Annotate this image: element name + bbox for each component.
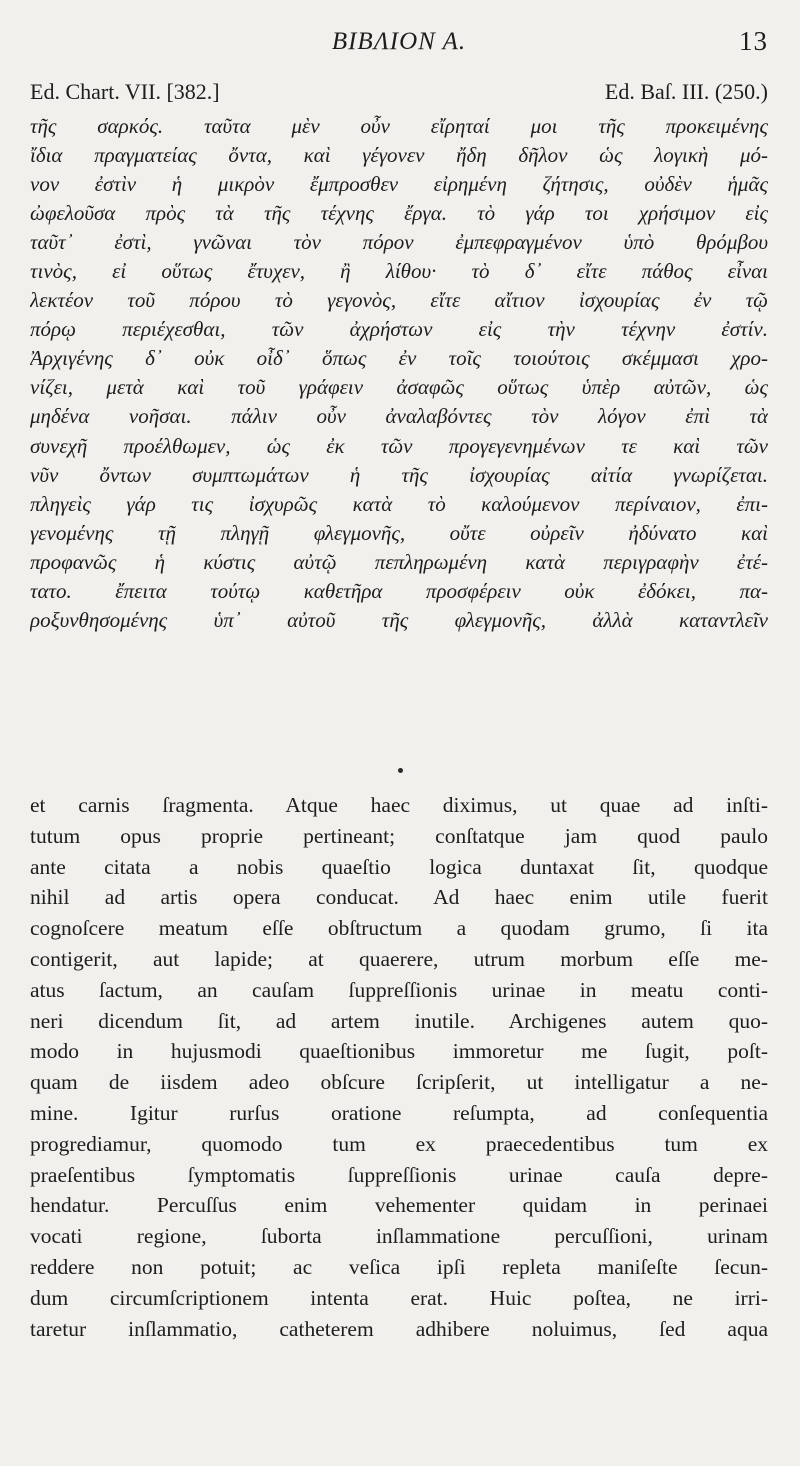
running-title: ΒΙΒΛΙΟΝ Α. bbox=[331, 28, 467, 55]
greek-text-line: νον ἐστὶν ἡ μικρὸν ἔμπροσθεν εἰρημένη ζήτησις, οὐδὲν ἡμᾶς bbox=[30, 172, 768, 197]
latin-text-line: hendatur. Percuſſus enim vehementer quidam in perinaei bbox=[30, 1193, 768, 1218]
latin-text-line: taretur inſlammatio, catheterem adhibere noluimus, ſed aqua bbox=[30, 1316, 768, 1341]
greek-text-line: νίζει, μετὰ καὶ τοῦ γράφειν ἀσαφῶς οὕτως ὑπὲρ αὐτῶν, ὡς bbox=[30, 375, 768, 400]
greek-text-line: τατο. ἔπειτα τούτῳ καθετῆρα προσφέρειν οὐκ ἐδόκει, πα- bbox=[30, 578, 768, 603]
latin-text-line: cognoſcere meatum eſſe obſtructum a quodam grumo, ſi ita bbox=[30, 916, 768, 941]
latin-text-line: vocati regione, ſuborta inſlammatione percuſſioni, urinam bbox=[30, 1224, 768, 1249]
latin-text-block bbox=[30, 790, 768, 1344]
greek-text-line: τινὸς, εἰ οὕτως ἔτυχεν, ἢ λίθου· τὸ δ᾽ εἴτε πάθος εἶναι bbox=[30, 259, 768, 284]
greek-text-line: λεκτέον τοῦ πόρου τὸ γεγονὸς, εἴτε αἴτιον ἰσχουρίας ἐν τῷ bbox=[30, 288, 768, 313]
latin-text-line: progrediamur, quomodo tum ex praecedentibus tum ex bbox=[30, 1131, 768, 1156]
greek-text-line: συνεχῆ προέλθωμεν, ὡς ἐκ τῶν προγεγενημένων τε καὶ τῶν bbox=[30, 433, 768, 458]
edition-reference-line bbox=[30, 79, 768, 109]
greek-text-line: γενομένης τῇ πληγῇ φλεγμονῆς, οὔτε οὐρεῖν ἠδύνατο καὶ bbox=[30, 520, 768, 545]
greek-text-block bbox=[30, 112, 768, 635]
greek-text-line: Ἀρχιγένης δ᾽ οὐκ οἶδ᾽ ὅπως ἐν τοῖς τοιούτοις σκέμμασι χρο- bbox=[30, 346, 768, 371]
latin-text-line: modo in hujusmodi quaeſtionibus immoretur me ſugit, poſt- bbox=[30, 1039, 768, 1064]
latin-text-line: quam de iisdem adeo obſcure ſcripſerit, ut intelligatur a ne- bbox=[30, 1070, 768, 1095]
page-number: 13 bbox=[739, 26, 768, 56]
greek-text-line: ἴδια πραγματείας ὄντα, καὶ γέγονεν ἤδη δῆλον ὡς λογικὴ μό- bbox=[30, 143, 768, 168]
latin-text-line: et carnis ſragmenta. Atque haec diximus, ut quae ad inſti- bbox=[30, 793, 768, 817]
greek-text-line: νῦν ὄντων συμπτωμάτων ἡ τῆς ἰσχουρίας αἰτία γνωρίζεται. bbox=[30, 462, 768, 487]
latin-text-line: dum circumſcriptionem intenta erat. Huic poſtea, ne irri- bbox=[30, 1285, 768, 1310]
latin-text-line: atus ſactum, an cauſam ſuppreſſionis urinae in meatu conti- bbox=[30, 977, 768, 1002]
greek-text-line: πληγεὶς γάρ τις ἰσχυρῶς κατὰ τὸ καλούμενον περίναιον, ἐπι- bbox=[30, 491, 768, 516]
greek-text-line: ταῦτ᾽ ἐστὶ, γνῶναι τὸν πόρον ἐμπεφραγμένον ὑπὸ θρόμβου bbox=[30, 230, 768, 255]
latin-text-line: ante citata a nobis quaeſtio logica duntaxat ſit, quodque bbox=[30, 854, 768, 879]
section-separator-dot bbox=[398, 768, 403, 773]
running-head bbox=[30, 28, 768, 62]
greek-text-line: προφανῶς ἡ κύστις αὐτῷ πεπληρωμένη κατὰ περιγραφὴν ἐτέ- bbox=[30, 549, 768, 574]
latin-text-line: neri dicendum ſit, ad artem inutile. Archigenes autem quo- bbox=[30, 1008, 768, 1033]
greek-text-line: μηδένα νοῆσαι. πάλιν οὖν ἀναλαβόντες τὸν λόγον ἐπὶ τὰ bbox=[30, 404, 768, 429]
latin-text-line: nihil ad artis opera conducat. Ad haec enim utile fuerit bbox=[30, 885, 768, 910]
latin-text-line: contigerit, aut lapide; at quaerere, utrum morbum eſſe me- bbox=[30, 946, 768, 971]
greek-text-line: τῆς σαρκός. ταῦτα μὲν οὖν εἴρηταί μοι τῆς προκειμένης bbox=[30, 114, 768, 138]
edition-reference-basel: Ed. Baſ. III. (250.) bbox=[604, 79, 768, 104]
latin-text-line: mine. Igitur rurſus oratione reſumpta, ad conſequentia bbox=[30, 1100, 768, 1125]
latin-text-line: tutum opus proprie pertineant; conſtatque jam quod paulo bbox=[30, 823, 768, 848]
greek-text-line: ροξυνθησομένης ὑπ᾽ αὐτοῦ τῆς φλεγμονῆς, ἀλλὰ καταντλεῖν bbox=[30, 607, 768, 632]
latin-text-line: reddere non potuit; ac veſica ipſi repleta maniſeſte ſecun- bbox=[30, 1254, 768, 1279]
latin-text-line: praeſentibus ſymptomatis ſuppreſſionis urinae cauſa depre- bbox=[30, 1162, 768, 1187]
greek-text-line: ὠφελοῦσα πρὸς τὰ τῆς τέχνης ἔργα. τὸ γάρ τοι χρήσιμον εἰς bbox=[30, 201, 768, 226]
edition-reference-chartier: Ed. Chart. VII. [382.] bbox=[30, 79, 220, 104]
greek-text-line: πόρῳ περιέχεσθαι, τῶν ἀχρήστων εἰς τὴν τέχνην ἐστίν. bbox=[30, 317, 768, 342]
